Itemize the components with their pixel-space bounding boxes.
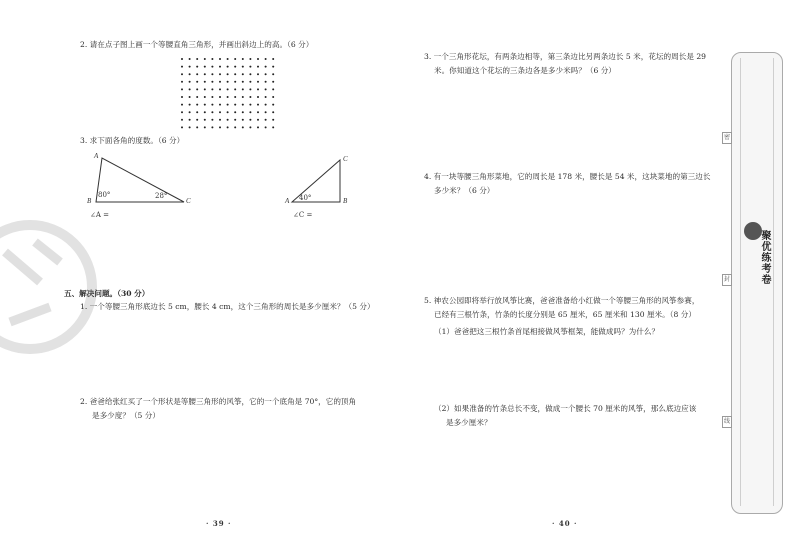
grid-dot [196,104,198,106]
grid-dot [204,96,206,98]
grid-dot [196,58,198,60]
grid-dot [211,66,213,68]
grid-dot [181,111,183,113]
question-4-line-1: 4. 有一块等腰三角形菜地，它的周长是 178 米，腰长是 54 米，这块菜地的第三边长 [424,172,711,181]
grid-dot [181,96,183,98]
grid-dot [189,111,191,113]
grid-dot [211,111,213,113]
grid-dot [181,126,183,128]
grid-dot [211,119,213,121]
triangle1-answer: ∠A = [90,211,110,219]
grid-dot [242,88,244,90]
grid-dot [265,111,267,113]
section-5-title: 五、解决问题。（30 分） [64,289,150,298]
grid-dot [249,111,251,113]
seal-mark-2: 封 [722,274,732,286]
grid-dot [265,73,267,75]
question-5-sub-1: （1）爸爸把这三根竹条首尾相接做风筝框架，能做成吗？为什么？ [434,327,660,336]
grid-dot [249,104,251,106]
grid-dot [189,96,191,98]
grid-dot [227,111,229,113]
grid-dot [196,126,198,128]
grid-dot [189,81,191,83]
grid-dot [257,88,259,90]
grid-dot [227,126,229,128]
grid-dot [196,81,198,83]
question-5-line-1: 5. 神农公园即将举行放风筝比赛，爸爸准备给小红做一个等腰三角形的风筝参赛， [424,296,700,305]
grid-dot [242,96,244,98]
grid-dot [227,96,229,98]
grid-dot [211,126,213,128]
grid-dot [181,81,183,83]
grid-dot [219,119,221,121]
grid-dot [219,73,221,75]
grid-dot [234,119,236,121]
grid-dot [204,88,206,90]
grid-dot [211,81,213,83]
grid-dot [227,81,229,83]
question-3-line-1: 3. 一个三角形花坛，有两条边相等，第三条边比另两条边长 5 米，花坛的周长是 29 [424,52,706,61]
grid-dot [265,88,267,90]
grid-dot [227,66,229,68]
brand-title: 聚优练考卷 [759,230,770,285]
grid-dot [272,104,274,106]
grid-dot [265,66,267,68]
grid-dot [219,126,221,128]
seal-mark-3: 线 [722,416,732,428]
grid-dot [189,58,191,60]
grid-dot [211,73,213,75]
triangle1-vertex-b: B [87,197,92,205]
grid-dot [234,66,236,68]
grid-dot [272,119,274,121]
grid-dot [204,111,206,113]
grid-dot [181,66,183,68]
grid-dot [204,66,206,68]
grid-dot [257,66,259,68]
grid-dot [257,81,259,83]
grid-dot [272,66,274,68]
grid-dot [249,96,251,98]
grid-dot [189,73,191,75]
grid-dot [189,66,191,68]
grid-dot [227,88,229,90]
grid-dot [234,73,236,75]
triangle1-angle-b: 80° [98,191,111,199]
grid-dot [265,58,267,60]
problem-2-line-2: 是多少度？（5 分） [92,411,160,420]
triangle2-angle-a: 40° [299,194,312,202]
grid-dot [242,66,244,68]
grid-dot [249,126,251,128]
grid-dot [249,88,251,90]
grid-dot [181,58,183,60]
grid-dot [196,73,198,75]
grid-dot [242,111,244,113]
seal-mark-1: 密 [722,132,732,144]
grid-dot [249,66,251,68]
grid-dot [272,81,274,83]
grid-dot [227,104,229,106]
grid-dot [265,119,267,121]
grid-dot [234,111,236,113]
triangle2-vertex-a: A [285,197,290,205]
grid-dot [272,111,274,113]
dot-grid-figure [178,56,278,130]
triangle2-answer: ∠C = [293,211,313,219]
grid-dot [219,104,221,106]
grid-dot [196,88,198,90]
grid-dot [219,111,221,113]
grid-dot [234,126,236,128]
grid-dot [189,119,191,121]
grid-dot [227,73,229,75]
grid-dot [196,66,198,68]
grid-dot [257,119,259,121]
grid-dot [181,88,183,90]
grid-dot [257,73,259,75]
grid-dot [219,66,221,68]
problem-2-line-1: 2. 爸爸给张红买了一个形状是等腰三角形的风筝，它的一个底角是 70°，它的顶角 [80,397,357,406]
grid-dot [249,58,251,60]
grid-dot [242,126,244,128]
grid-dot [211,58,213,60]
grid-dot [204,119,206,121]
question-5-sub-2-line-1: （2）如果准备的竹条总长不变，做成一个腰长 70 厘米的风筝，那么底边应该 [434,404,697,413]
grid-dot [272,58,274,60]
question-4-line-2: 多少米？（6 分） [434,186,495,195]
grid-dot [219,88,221,90]
grid-dot [181,119,183,121]
grid-dot [181,104,183,106]
grid-dot [257,58,259,60]
page-number-right: · 40 · [552,519,578,528]
grid-dot [211,96,213,98]
grid-dot [189,104,191,106]
grid-dot [242,104,244,106]
triangle1-vertex-a: A [94,152,99,160]
grid-dot [211,104,213,106]
problem-1: 1. 一个等腰三角形底边长 5 cm，腰长 4 cm，这个三角形的周长是多少厘米？（5 分） [80,302,375,311]
question-2-dot-grid: 2. 请在点子图上画一个等腰直角三角形，并画出斜边上的高。（6 分） [80,40,314,49]
grid-dot [272,126,274,128]
grid-dot [242,119,244,121]
grid-dot [234,88,236,90]
grid-dot [265,126,267,128]
grid-dot [257,111,259,113]
grid-dot [257,126,259,128]
page-number-left: · 39 · [206,519,232,528]
grid-dot [234,58,236,60]
grid-dot [189,88,191,90]
grid-dot [242,81,244,83]
grid-dot [265,96,267,98]
grid-dot [234,104,236,106]
grid-dot [249,119,251,121]
grid-dot [189,126,191,128]
watermark-seal [0,212,110,362]
triangle1-vertex-c: C [186,197,191,205]
grid-dot [204,104,206,106]
triangle2-vertex-c: C [343,155,348,163]
grid-dot [219,96,221,98]
question-5-sub-2-line-2: 是多少厘米？ [446,418,492,427]
grid-dot [272,73,274,75]
grid-dot [211,88,213,90]
grid-dot [204,58,206,60]
triangle2-vertex-b: B [343,197,348,205]
grid-dot [242,73,244,75]
grid-dot [227,58,229,60]
grid-dot [265,104,267,106]
grid-dot [272,96,274,98]
question-5-line-2: 已经有三根竹条，竹条的长度分别是 65 厘米，65 厘米和 130 厘米。（8 分） [434,310,696,319]
grid-dot [242,58,244,60]
grid-dot [257,96,259,98]
question-3-line-2: 米。你知道这个花坛的三条边各是多少米吗？（6 分） [434,66,616,75]
grid-dot [257,104,259,106]
grid-dot [272,88,274,90]
grid-dot [219,58,221,60]
grid-dot [234,96,236,98]
grid-dot [227,119,229,121]
grid-dot [181,73,183,75]
grid-dot [204,73,206,75]
grid-dot [265,81,267,83]
grid-dot [196,96,198,98]
grid-dot [234,81,236,83]
grid-dot [204,81,206,83]
grid-dot [196,119,198,121]
question-3-angles: 3. 求下面各角的度数。（6 分） [80,136,185,145]
grid-dot [204,126,206,128]
grid-dot [219,81,221,83]
grid-dot [196,111,198,113]
grid-dot [249,81,251,83]
triangle1-angle-c: 28° [155,192,168,200]
grid-dot [249,73,251,75]
